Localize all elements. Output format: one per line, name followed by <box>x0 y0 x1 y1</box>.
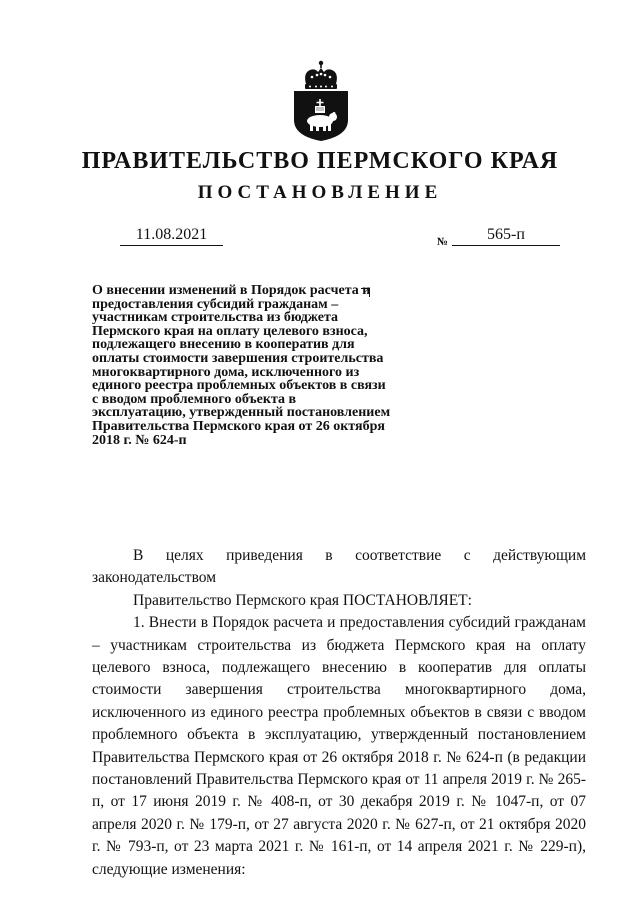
government-title: ПРАВИТЕЛЬСТВО ПЕРМСКОГО КРАЯ <box>81 148 559 174</box>
gospel-book-icon <box>315 106 325 113</box>
body-paragraph-item-1: 1. Внести в Порядок расчета и предоставления субсидий гражданам – участникам строительства из бюджета Пермского края на оплату целевого взноса, подлежащего внесению в кооператив для оплаты стоимости завершения строительства многоквартирного дома, исключенного из единого реестра проблемных объектов в связи с вводом проблемного объекта в эксплуатацию, утвержденный постановлением Правительства Пермского края от 26 октября 2018 г. № 624-п (в редакции постановлений Правительства Пермского края от 11 апреля 2019 г. № 265-п, от 17 июня 2019 г. № 408-п, от 30 декабря 2019 г. № 1047-п, от 07 апреля 2020 г. № 179-п, от 27 августа 2020 г. № 627-п, от 21 октября 2020 г. № 793-п, от 23 марта 2021 г. № 161-п, от 14 апреля 2021 г. № 229-п), следующие изменения: <box>92 614 586 878</box>
document-type: ПОСТАНОВЛЕНИЕ <box>197 182 443 203</box>
body-paragraph-intro: В целях приведения в соответствие с действующим законодательством <box>92 547 586 587</box>
document-date: 11.08.2021 <box>120 226 223 246</box>
perm-krai-coat-of-arms-icon <box>290 60 352 142</box>
body-paragraph-resolves: Правительство Пермского края ПОСТАНОВЛЯЕТ: <box>133 591 472 609</box>
document-body <box>92 545 586 881</box>
document-subject: О внесении изменений в Порядок расчета и предоставления субсидий гражданам – участникам строительства из бюджета Пермского края на оплату целевого взноса, подлежащего внесению в кооператив для оплаты стоимости завершения строительства многоквартирного дома, исключенного из единого реестра проблемных объектов в связи с вводом проблемного объекта в эксплуатацию, утвержденный постановлением Правительства Пермского края от 26 октября 2018 г. № 624-п <box>92 283 391 448</box>
number-sign: № <box>437 236 449 248</box>
document-number: 565-п <box>452 226 560 246</box>
